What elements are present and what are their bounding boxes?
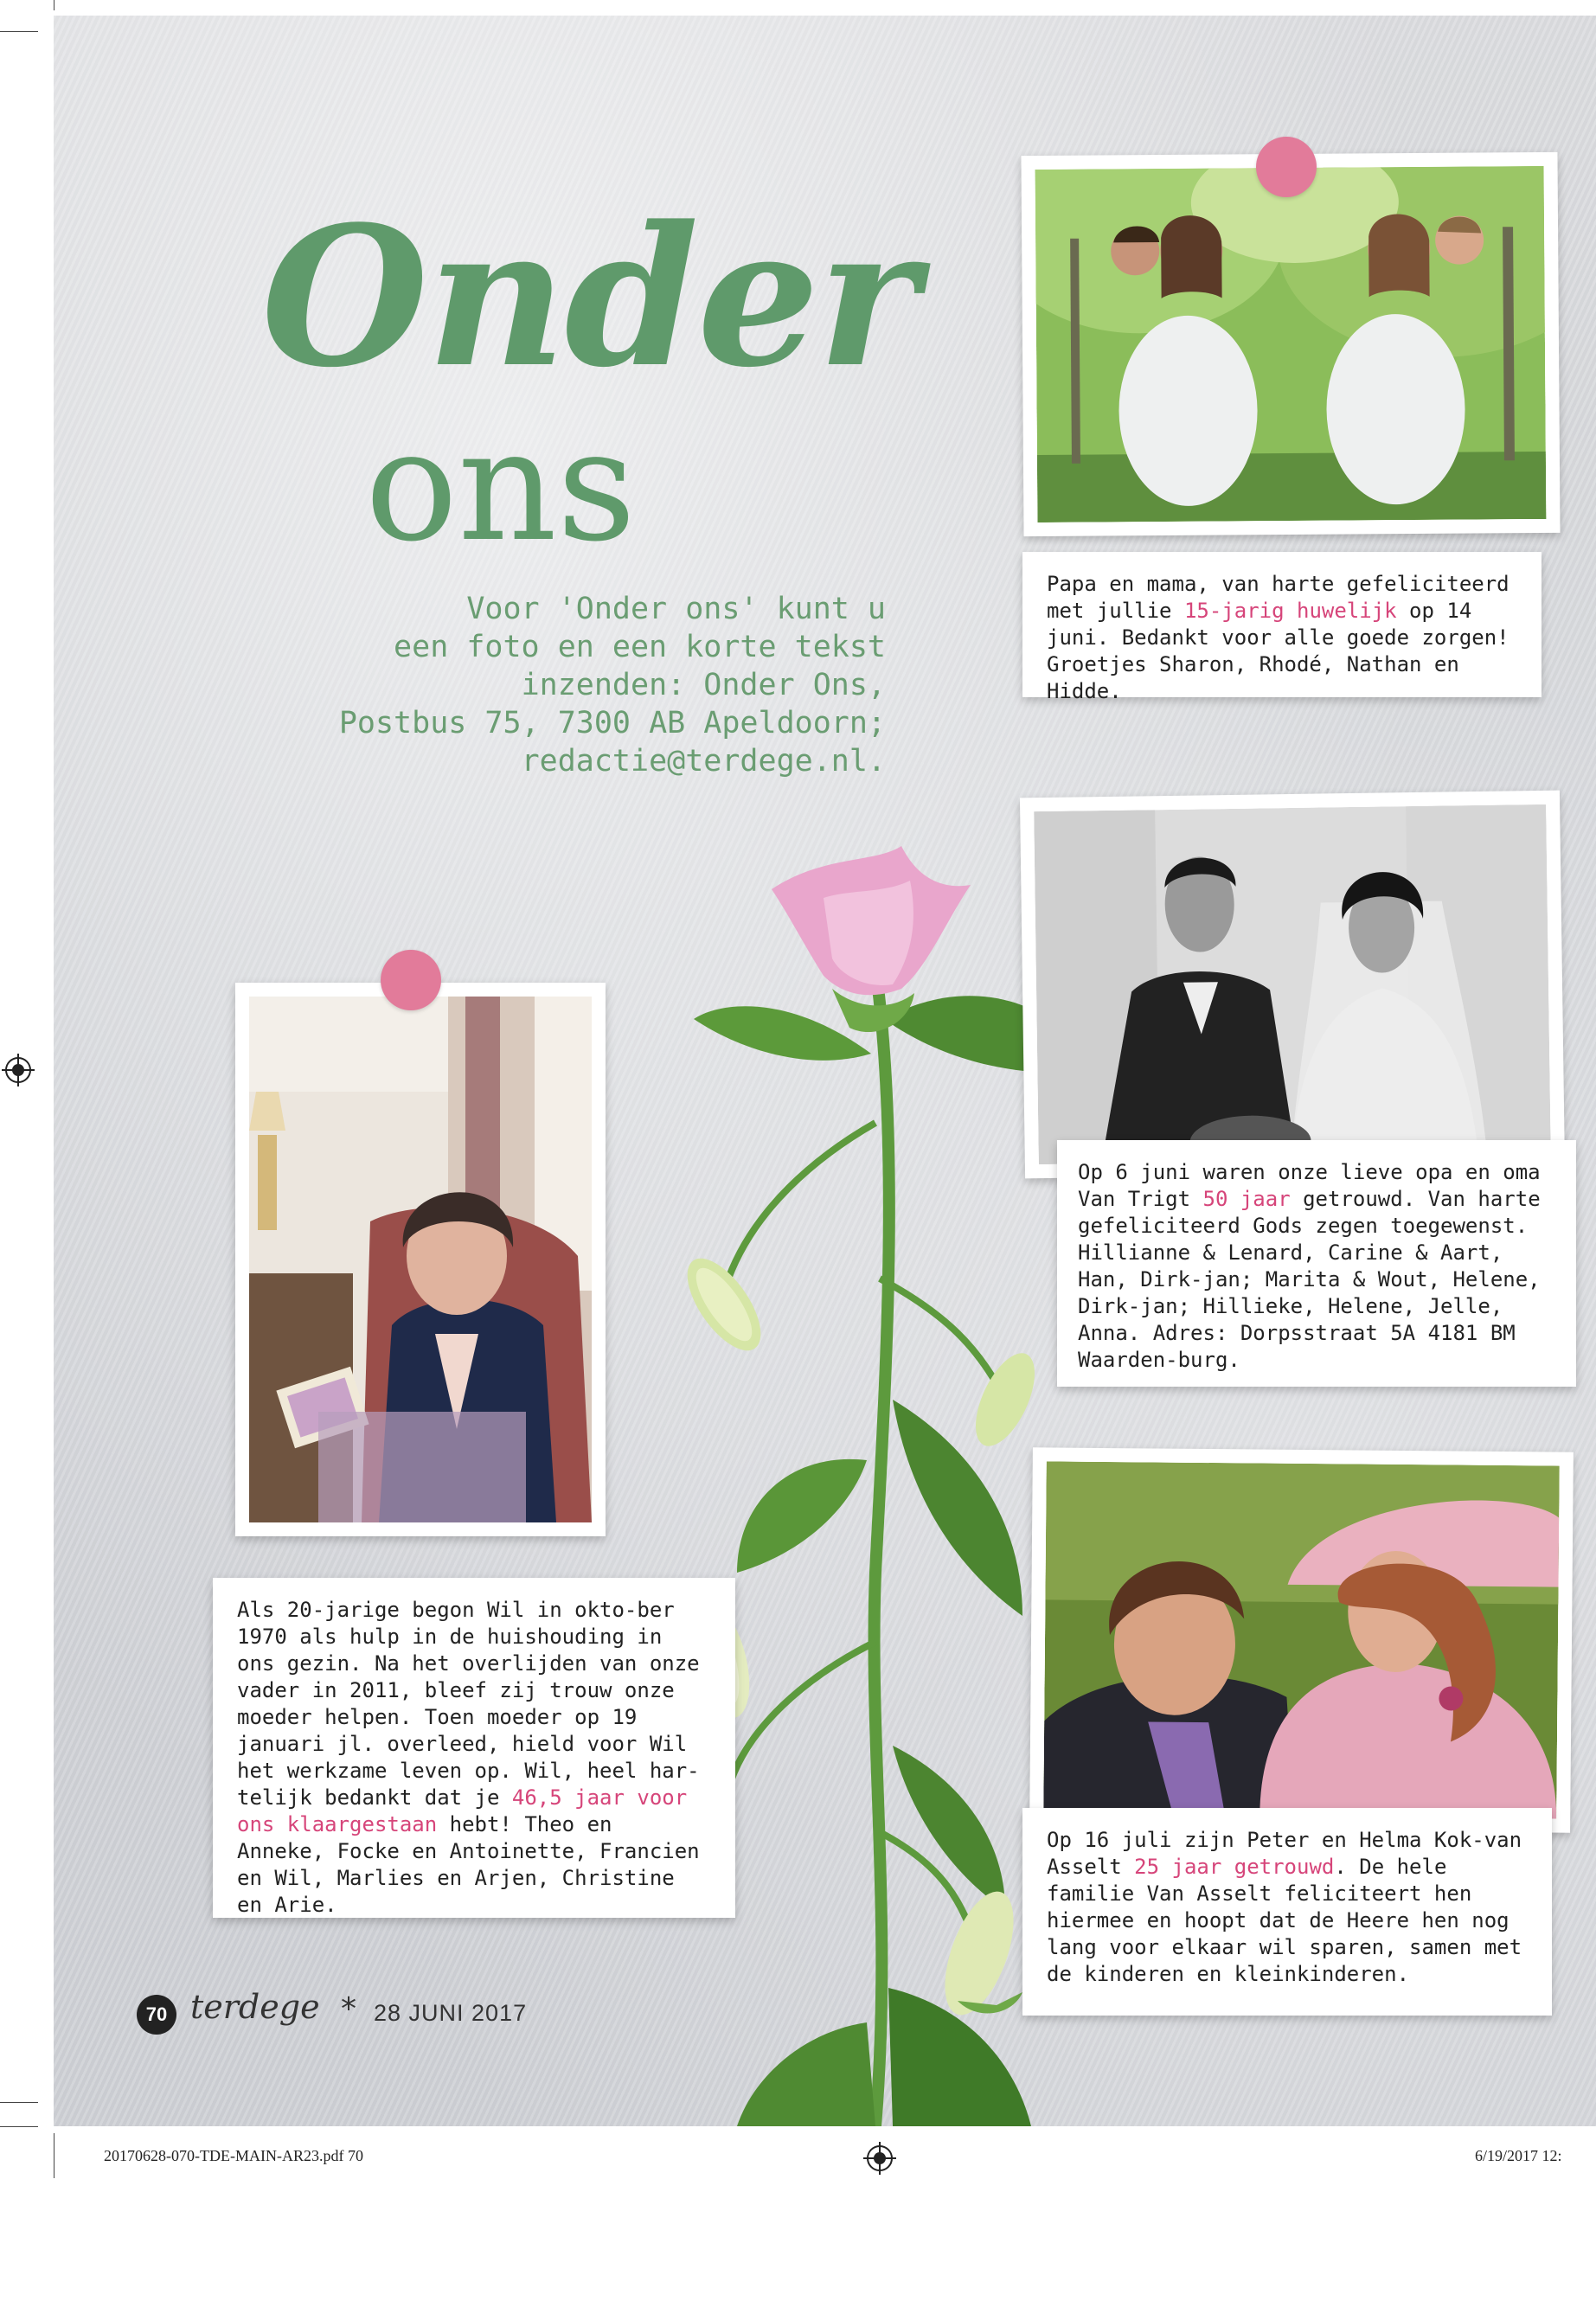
photo-children-piggyback: [1021, 152, 1560, 536]
caption-highlight: 15-jarig huwelijk: [1183, 599, 1397, 623]
caption-wil: [213, 1578, 735, 1918]
photo-wedding-bw: [1020, 791, 1565, 1179]
photo-peter-helma: [1029, 1447, 1574, 1832]
caption-highlight: 46,5 jaar voor ons klaargestaan: [237, 1785, 688, 1836]
caption-wedding-25: [1022, 1808, 1552, 2016]
magazine-page: [54, 16, 1596, 2126]
caption-highlight: 50 jaar: [1202, 1187, 1291, 1211]
registration-mark-icon: [867, 2145, 893, 2171]
crop-mark: [0, 2126, 38, 2127]
print-slug-datetime: 6/19/2017 12:: [1475, 2147, 1562, 2164]
caption-text: Op 16 juli zijn Peter en Helma Kok-van Asselt: [1047, 1828, 1522, 1879]
magazine-logo: terdege: [190, 1988, 320, 2026]
photo-children-piggyback-image: [1035, 166, 1547, 522]
page-number: 70: [137, 1995, 176, 2035]
print-slug-filename: 20170628-070-TDE-MAIN-AR23.pdf 70: [104, 2147, 363, 2164]
page-title-line-2: ons: [365, 396, 637, 575]
pink-pin: [1256, 137, 1317, 197]
crop-mark: [0, 2102, 38, 2103]
submission-instructions: Voor 'Onder ons' kunt u een foto en een korte tekst inzenden: Onder Ons, Postbus 75, 7300 AB Apeldoorn; redactie@terdege.nl.: [338, 592, 886, 779]
photo-wil: [235, 983, 606, 1536]
registration-mark-icon: [5, 1057, 31, 1083]
caption-text: Op 6 juni waren onze lieve opa en oma Van Trigt: [1078, 1160, 1541, 1211]
caption-text: hebt! Theo en Anneke, Focke en Antoinette, Francien en Wil, Marlies en Arjen, Christine en Arie.: [237, 1812, 700, 1917]
caption-wedding-50: [1057, 1140, 1576, 1387]
caption-text: op 14 juni. Bedankt voor alle goede zorgen! Groetjes Sharon, Rhodé, Nathan en Hidde.: [1047, 599, 1509, 703]
caption-text: Als 20-jarige begon Wil in okto-ber 1970 als hulp in de huishouding in ons gezin. Na het overlijden van onze vader in 2011, bleef zij trouw onze moeder helpen. Toen moeder op 19 januari jl. overleed, hield voor Wil het werkzame leven op. Wil, heel har-telijk bedankt dat je: [237, 1598, 700, 1810]
pink-pin: [381, 950, 441, 1010]
caption-highlight: 25 jaar getrouwd: [1134, 1855, 1335, 1879]
caption-text: . De hele familie Van Asselt feliciteert hen hiermee en hoopt dat de Heere hen nog lang voor elkaar wil sparen, samen met de kinderen en kleinkinderen.: [1047, 1855, 1522, 1986]
caption-wedding-15: [1022, 552, 1542, 703]
caption-text: getrouwd. Van harte gefeliciteerd Gods zegen toegewenst. Hillianne & Lenard, Carine & Aart, Han, Dirk-jan; Marita & Wout, Helene, Dirk-jan; Hillieke, Helene, Jelle, Anna. Adres: Dorpsstraat 5A 4181 BM Waarden-burg.: [1078, 1187, 1541, 1372]
photo-wil-image: [249, 997, 592, 1522]
caption-text: Papa en mama, van harte gefeliciteerd met jullie: [1047, 572, 1509, 623]
asterisk-icon: *: [341, 1991, 356, 2027]
photo-peter-helma-image: [1043, 1461, 1560, 1818]
issue-date: 28 JUNI 2017: [374, 2000, 528, 2026]
crop-mark: [0, 31, 38, 32]
photo-wedding-bw-image: [1034, 804, 1551, 1164]
page-title-line-1: Onder: [261, 185, 918, 410]
